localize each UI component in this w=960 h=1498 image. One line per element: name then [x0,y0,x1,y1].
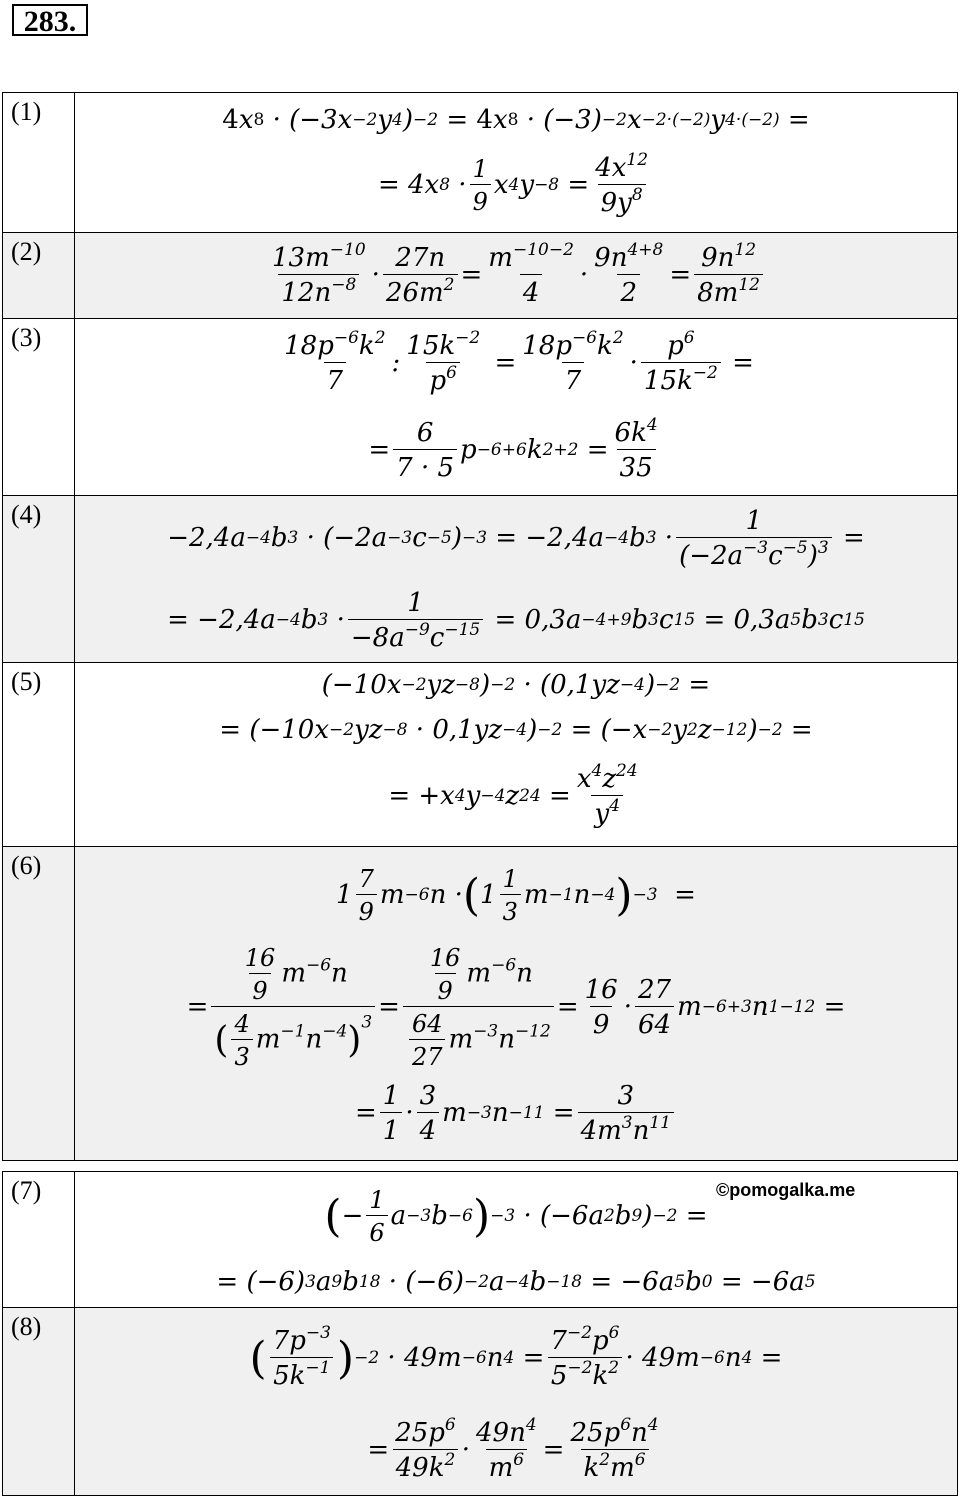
row-math: ( $\frac{7p^{-3}}{5k^{-1}}$ ) −2 · 49m −6 n 4 = $\frac{7^{-2}p^6}{5^{-2}k^2}$ · 49m −6 n 4 = = $\frac{25p^6}{49k^2}$ · $\frac{49n^4}{m^6}$ = $\frac{25p^6n^4}{k^2m^6}$ [75,1308,958,1496]
solution-row-1 [3,93,958,233]
row-label: (3) [3,319,75,496]
solution-row-5 [3,663,958,847]
problem-number: 283. [12,4,88,36]
row-math: 4 x 8 · (−3x −2 y 4 ) −2 = 4 x 8 · (−3) −2 x −2·(−2) y 4·(−2) = = 4x 8 · $\frac{1}{9}$ x 4 y −8 = $\frac{4x^{12}}{9y^8}$ [75,93,958,233]
watermark: ©pomogalka.me [716,1180,856,1200]
solution-row-6 [3,847,958,1161]
row-label: (2) [3,233,75,319]
solution-row-3 [3,319,958,496]
solution-table-1 [2,92,958,1161]
solution-row-2 [3,233,958,319]
solution-row-4 [3,496,958,663]
solution-table-2 [2,1171,958,1496]
row-math: $\frac{13m^{-10}}{12n^{-8}}$ · $\frac{27n}{26m^2}$ = $\frac{m^{-10-2}}{4}$ · $\frac{9n^{4+8}}{2}$ = $\frac{9n^{12}}{8m^{12}}$ [75,233,958,319]
row-label: (8) [3,1308,75,1496]
row-math: ( − $\frac{1}{6}$ a −3 b −6 ) −3 · (−6a 2 b 9 ) −2 = = (−6) 3 a 9 b 18 · (−6) −2 a −4 b −18 = −6a 5 b 0 = −6a 5 [75,1172,958,1308]
row-label: (6) [3,847,75,1161]
row-math: $\frac{18p^{-6}k^2}{7}$ : $\frac{15k^{-2}}{p^6}$ = $\frac{18p^{-6}k^2}{7}$ · $\frac{p^6}{15k^{-2}}$ = = $\frac{6}{7 \cdot 5}$ p −6+6 k 2+2 = $\frac{6k^4}{35}$ [75,319,958,496]
solution-row-8 [3,1308,958,1496]
row-math: 1 $\frac{7}{9}$ m −6 n · ( 1 $\frac{1}{3}$ m −1 n −4 ) −3 = = $\frac{16}{9}$ $m^{-6}n$ ( $\frac{4}{3}$ $m^{-1}n^{-4})^3$ = $\frac{16}{9}$ $m^{-6}n$ $\frac{64}{27}$ $m^{-3}n^{-12}$ = $\frac{16}{9}$ · $\frac{27}{64}$ m −6+3 n 1−12 = = $\frac{1}{1}$ · $\frac{3}{4}$ m −3 n −11 = $\frac{3}{4m^3n^{11}}$ [75,847,958,1161]
row-label: (1) [3,93,75,233]
row-math: −2,4a −4 b 3 · (−2a −3 c −5 ) −3 = −2,4a −4 b 3 · $\frac{1}{(-2a^{-3}c^{-5})^3}$ = = −2,4a −4 b 3 · $\frac{1}{-8a^{-9}c^{-15}}$ = 0,3a −4+9 b 3 c 15 = 0,3a 5 b 3 c 15 [75,496,958,663]
row-label: (4) [3,496,75,663]
row-label: (7) [3,1172,75,1308]
row-label: (5) [3,663,75,847]
row-math: (−10x −2 yz −8 ) −2 · (0,1yz −4 ) −2 = = (−10x −2 yz −8 · 0,1yz −4 ) −2 = (−x −2 y 2 z −12 ) −2 = = +x 4 y −4 z 24 = $\frac{x^4z^{24}}{y^4}$ [75,663,958,847]
